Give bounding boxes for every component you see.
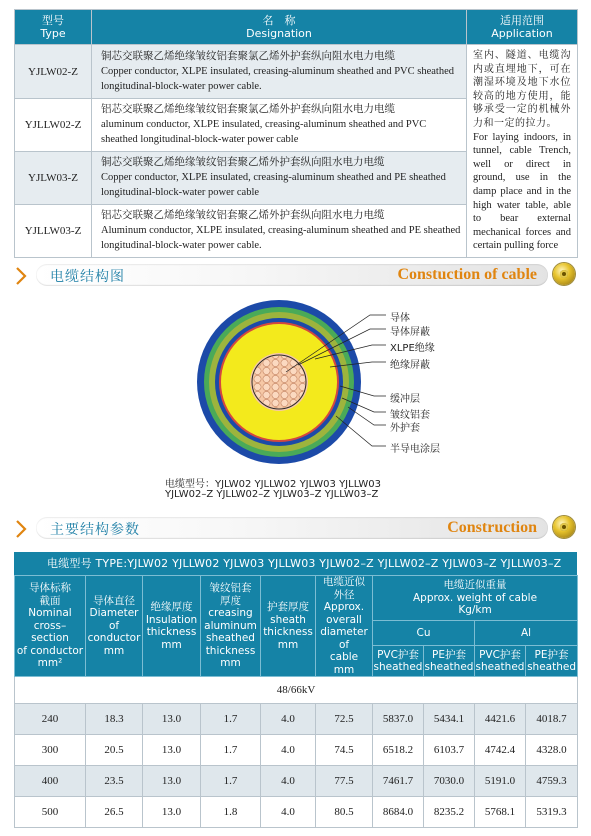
table-cell: 1.7 <box>201 704 261 735</box>
header-text: PE护套 <box>534 648 569 661</box>
label-xlpe-insulation: XLPE绝缘 <box>390 343 435 354</box>
section-title-zh: 主要结构参数 <box>50 522 140 538</box>
header-text: mm <box>277 638 299 651</box>
label-corrugated-aluminum: 皱纹铝套 <box>390 410 430 421</box>
table-cell: 1.7 <box>201 766 261 797</box>
table-row <box>15 797 578 828</box>
type-table-header <box>15 10 578 45</box>
table-cell: 4742.4 <box>475 735 526 766</box>
header-text: 导体直径 <box>93 594 135 607</box>
table-cell: 5319.3 <box>526 797 578 828</box>
header-text: mm² <box>37 657 63 670</box>
table-cell: 8235.2 <box>424 797 475 828</box>
header-application-zh: 适用范围 <box>500 14 544 27</box>
section-header-parameters <box>14 516 577 542</box>
table-cell: 6103.7 <box>424 735 475 766</box>
table-cell: 1.8 <box>201 797 261 828</box>
table-cell: 400 <box>15 766 86 797</box>
chevron-right-icon <box>14 266 28 286</box>
header-cu-pvc <box>373 646 424 677</box>
table-cell: 4328.0 <box>526 735 578 766</box>
table-cell: 13.0 <box>143 735 201 766</box>
table-cell: 6518.2 <box>373 735 424 766</box>
section-title-en: Construction <box>447 519 537 536</box>
header-text: thickness <box>263 626 313 638</box>
table-cell: 500 <box>15 797 86 828</box>
header-text: PVC护套 <box>377 648 419 661</box>
bullet-button-icon <box>553 516 575 538</box>
section-header-construction-diagram <box>14 263 577 289</box>
header-text: PE护套 <box>432 648 466 661</box>
type-row <box>15 45 578 99</box>
header-text: 皱纹铝套 <box>209 582 252 595</box>
header-cu-pe <box>424 646 475 677</box>
label-semi-conductive-coating: 半导电涂层 <box>390 444 440 455</box>
header-text: 电缆近似重量 <box>443 579 507 592</box>
cable-models-line-1: 电缆型号：YJLW02 YJLLW02 YJLW03 YJLLW03 <box>165 479 381 490</box>
header-text: sheathed <box>424 661 474 674</box>
param-type-bar: 电缆型号 TYPE:YJLW02 YJLLW02 YJLW03 YJLLW03 YJLW02–Z YJLLW02–Z YJLW03–Z YJLLW03–Z <box>14 552 577 575</box>
header-sheath-thickness <box>261 576 316 677</box>
header-text: 护套厚度 <box>267 601 309 613</box>
table-cell: 13.0 <box>143 766 201 797</box>
application-cell <box>467 45 578 258</box>
type-model: YJLW02-Z <box>15 45 92 99</box>
param-header-row <box>15 576 578 621</box>
table-cell: 7461.7 <box>373 766 424 797</box>
header-text: Approx. <box>323 601 365 613</box>
header-text: sheathed <box>527 661 576 674</box>
header-text: thickness <box>146 626 197 638</box>
table-cell: 4018.7 <box>526 704 578 735</box>
header-application <box>467 10 578 45</box>
header-text: 外径 <box>333 588 355 601</box>
table-cell: 72.5 <box>316 704 373 735</box>
type-description-zh: 铜芯交联聚乙烯绝缘皱纹铝套聚氯乙烯外护套纵向阻水电力电缆 <box>101 51 395 62</box>
header-cu: Cu <box>373 621 475 646</box>
header-insulation-thickness <box>143 576 201 677</box>
table-cell: 240 <box>15 704 86 735</box>
header-text: cross–section <box>31 619 69 645</box>
header-al: Al <box>475 621 578 646</box>
header-text: 厚度 <box>220 594 241 607</box>
label-outer-sheath: 外护套 <box>390 423 420 434</box>
table-cell: 4.0 <box>261 735 316 766</box>
table-cell: 4759.3 <box>526 766 578 797</box>
header-designation-zh: 名 称 <box>262 14 296 27</box>
table-cell: 5434.1 <box>424 704 475 735</box>
header-text: 绝缘厚度 <box>150 601 193 613</box>
header-conductor-diameter <box>86 576 143 677</box>
header-text: sheathed <box>475 661 525 674</box>
type-description-en: Copper conductor, XLPE insulated, creasing-aluminum sheathed and PVC sheathed longitudinal-block-water power cable. <box>101 66 454 92</box>
cable-type-table <box>14 9 578 258</box>
label-conductor-screen: 导体屏蔽 <box>390 327 430 338</box>
header-text: thickness <box>205 644 256 657</box>
header-text: 导体标称 <box>29 582 71 595</box>
table-cell: 4.0 <box>261 704 316 735</box>
header-type <box>15 10 92 45</box>
label-insulation-screen: 绝缘屏蔽 <box>390 360 430 371</box>
table-cell: 23.5 <box>86 766 143 797</box>
table-cell: 13.0 <box>143 797 201 828</box>
table-cell: 300 <box>15 735 86 766</box>
type-description-zh: 铝芯交联聚乙烯绝缘皱纹铝套聚乙烯外护套纵向阻水电力电缆 <box>101 210 385 222</box>
type-description <box>92 204 467 257</box>
voltage-rating: 48/66kV <box>15 677 578 704</box>
type-description <box>92 99 467 152</box>
header-text: conductor <box>87 632 141 645</box>
application-en: For laying indoors, in tunnel, cable Trench, well or direct in ground, use in the damp place and in the high water table, able to bear external mechanical forces and certain pulling force <box>473 131 571 252</box>
header-text: Insulation <box>145 613 198 626</box>
header-approx-weight <box>373 576 578 621</box>
type-model: YJLLW03-Z <box>15 204 92 257</box>
type-description-en: aluminum conductor, XLPE insulated, creasing-aluminum sheathed and PVC sheathed longitudinal-block-water power cable <box>101 119 427 146</box>
table-row <box>15 766 578 797</box>
chevron-right-icon <box>14 519 28 539</box>
header-text: sheath <box>270 613 306 626</box>
header-designation <box>92 10 467 45</box>
table-cell: 5837.0 <box>373 704 424 735</box>
label-conductor: 导体 <box>390 313 410 324</box>
table-cell: 5191.0 <box>475 766 526 797</box>
header-text: overall <box>326 613 362 626</box>
type-description <box>92 151 467 204</box>
header-text: of conductor <box>16 644 84 657</box>
header-al-pe <box>526 646 578 677</box>
cable-models-line-2: YJLW02–Z YJLLW02–Z YJLW03–Z YJLLW03–Z <box>165 489 379 500</box>
header-text: cable <box>329 651 359 663</box>
table-cell: 8684.0 <box>373 797 424 828</box>
table-cell: 26.5 <box>86 797 143 828</box>
table-cell: 5768.1 <box>475 797 526 828</box>
type-description-en: Copper conductor, XLPE insulated, creasing-aluminum sheathed and PE sheathed longitudinal-block-water power cable <box>101 172 446 199</box>
header-text: Nominal <box>28 607 72 620</box>
table-row <box>15 735 578 766</box>
header-overall-diameter <box>316 576 373 677</box>
header-text: sheathed <box>206 632 255 645</box>
type-model: YJLW03-Z <box>15 151 92 204</box>
header-text: mm <box>220 657 241 670</box>
parameter-table <box>14 575 578 828</box>
type-description-zh: 铝芯交联聚乙烯绝缘皱纹铝套聚氯乙烯外护套纵向阻水电力电缆 <box>101 104 395 116</box>
header-text: Kg/km <box>458 604 492 617</box>
table-row <box>15 704 578 735</box>
table-cell: 20.5 <box>86 735 143 766</box>
header-text: diameter of <box>320 626 368 651</box>
header-text: Diameter of <box>89 607 139 632</box>
section-title-en: Constuction of cable <box>397 266 537 283</box>
type-description-en: Aluminum conductor, XLPE insulated, creasing-aluminum sheathed and PE sheathed longitudinal-block-water power cable. <box>101 225 461 252</box>
header-nominal-area <box>15 576 86 677</box>
header-text: 截面 <box>39 594 61 607</box>
header-type-en: Type <box>40 27 66 40</box>
table-cell: 7030.0 <box>424 766 475 797</box>
header-designation-en: Designation <box>246 27 312 40</box>
header-application-en: Application <box>491 27 553 40</box>
table-cell: 77.5 <box>316 766 373 797</box>
table-cell: 1.7 <box>201 735 261 766</box>
voltage-row <box>15 677 578 704</box>
header-text: PVC护套 <box>479 648 521 661</box>
type-description <box>92 45 467 99</box>
header-text: Approx. weight of cable <box>413 591 538 604</box>
cable-cross-section-diagram <box>190 295 420 470</box>
table-cell: 74.5 <box>316 735 373 766</box>
parameter-table-container <box>14 552 577 828</box>
label-buffer-layer: 缓冲层 <box>390 394 420 405</box>
bullet-button-icon <box>553 263 575 285</box>
table-cell: 18.3 <box>86 704 143 735</box>
header-text: mm <box>103 644 125 657</box>
header-text: aluminum <box>204 619 257 632</box>
table-cell: 4.0 <box>261 797 316 828</box>
header-text: 电缆近似 <box>323 576 365 588</box>
header-al-pvc <box>475 646 526 677</box>
header-text: mm <box>161 638 182 651</box>
header-aluminum-thickness <box>201 576 261 677</box>
table-cell: 13.0 <box>143 704 201 735</box>
type-model: YJLLW02-Z <box>15 99 92 152</box>
section-title-zh: 电缆结构图 <box>50 269 125 285</box>
table-cell: 4421.6 <box>475 704 526 735</box>
header-text: mm <box>333 663 355 676</box>
table-cell: 80.5 <box>316 797 373 828</box>
header-type-zh: 型号 <box>42 14 64 27</box>
header-text: sheathed <box>373 661 423 674</box>
header-text: creasing <box>208 607 253 620</box>
table-cell: 4.0 <box>261 766 316 797</box>
application-zh: 室内、隧道、电缆沟内或直埋地下，可在潮湿环境及地下水位较高的地方使用，能够承受一定的机械外力和一定的拉力。 <box>473 50 571 129</box>
type-description-zh: 铜芯交联聚乙烯绝缘皱纹铝套聚乙烯外护套纵向阻水电力电缆 <box>101 157 385 169</box>
